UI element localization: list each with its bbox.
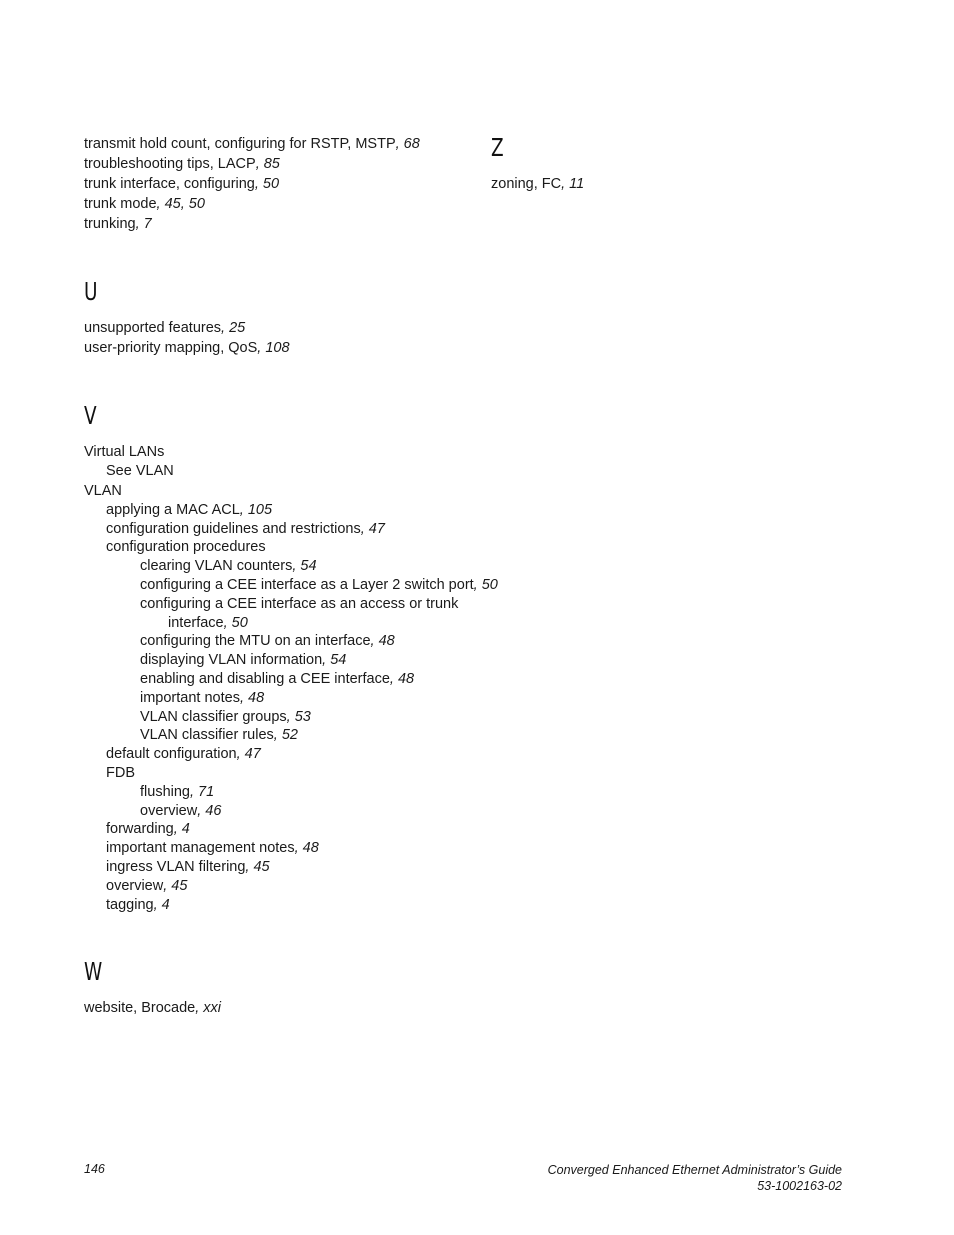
index-entry: trunk interface, configuring, 50 <box>84 176 280 192</box>
index-subsubentry: VLAN classifier groups, 53 <box>140 708 311 725</box>
index-subentry: configuration guidelines and restrictions, 47 <box>106 520 385 537</box>
index-subsubentry: VLAN classifier rules, 52 <box>140 727 298 744</box>
index-subsubentry: displaying VLAN information, 54 <box>140 652 347 669</box>
index-column-left <box>84 134 498 1018</box>
index-subentry: ingress VLAN filtering, 45 <box>106 858 270 875</box>
index-subsubentry: flushing, 71 <box>140 783 215 800</box>
index-entry: unsupported features, 25 <box>84 320 246 336</box>
index-subsubentry: configuring the MTU on an interface, 48 <box>140 633 395 650</box>
guide-title: Converged Enhanced Ethernet Administrator’s Guide <box>547 1163 842 1177</box>
index-entry: transmit hold count, configuring for RSTP, MSTP, 68 <box>84 136 420 152</box>
index-entry: trunking, 7 <box>84 216 152 232</box>
footer-doc-info <box>548 1162 842 1194</box>
index-subsubentry: configuring a CEE interface as an access or trunk interface, 50 <box>140 595 459 631</box>
index-subsubentry: clearing VLAN counters, 54 <box>140 558 317 575</box>
section-letter-z: Z <box>491 133 504 162</box>
index-subentry: important management notes, 48 <box>106 840 319 857</box>
index-entry: user-priority mapping, QoS, 108 <box>84 340 290 356</box>
index-subentry: forwarding, 4 <box>106 821 190 838</box>
section-letter-u: U <box>84 277 98 306</box>
index-subentry: overview, 45 <box>106 877 188 894</box>
section-letter-w: W <box>84 957 103 987</box>
section-letter-v: V <box>84 401 97 430</box>
index-entry: troubleshooting tips, LACP, 85 <box>84 156 280 172</box>
index-subsubentry: enabling and disabling a CEE interface, 48 <box>140 670 415 687</box>
doc-number: 53-1002163-02 <box>757 1179 842 1193</box>
index-subentry: default configuration, 47 <box>106 746 261 763</box>
index-entry: website, Brocade, xxi <box>84 1000 222 1017</box>
index-entry: trunk mode, 45, 50 <box>84 196 205 212</box>
index-subsubentry: overview, 46 <box>140 802 222 819</box>
index-subentry: configuration procedures <box>106 539 266 556</box>
index-column-right <box>491 134 871 194</box>
index-subentry: applying a MAC ACL, 105 <box>106 501 273 518</box>
page-number: 146 <box>84 1162 105 1176</box>
index-entry: VLAN <box>84 482 122 499</box>
index-subentry: tagging, 4 <box>106 896 170 913</box>
index-entry: Virtual LANs <box>84 444 165 460</box>
index-entry: zoning, FC, 11 <box>491 176 585 192</box>
index-subentry: FDB <box>106 764 135 781</box>
index-subsubentry: configuring a CEE interface as a Layer 2 switch port, 50 <box>140 576 498 593</box>
index-see-also: See VLAN <box>106 463 174 479</box>
index-subsubentry: important notes, 48 <box>140 689 265 706</box>
